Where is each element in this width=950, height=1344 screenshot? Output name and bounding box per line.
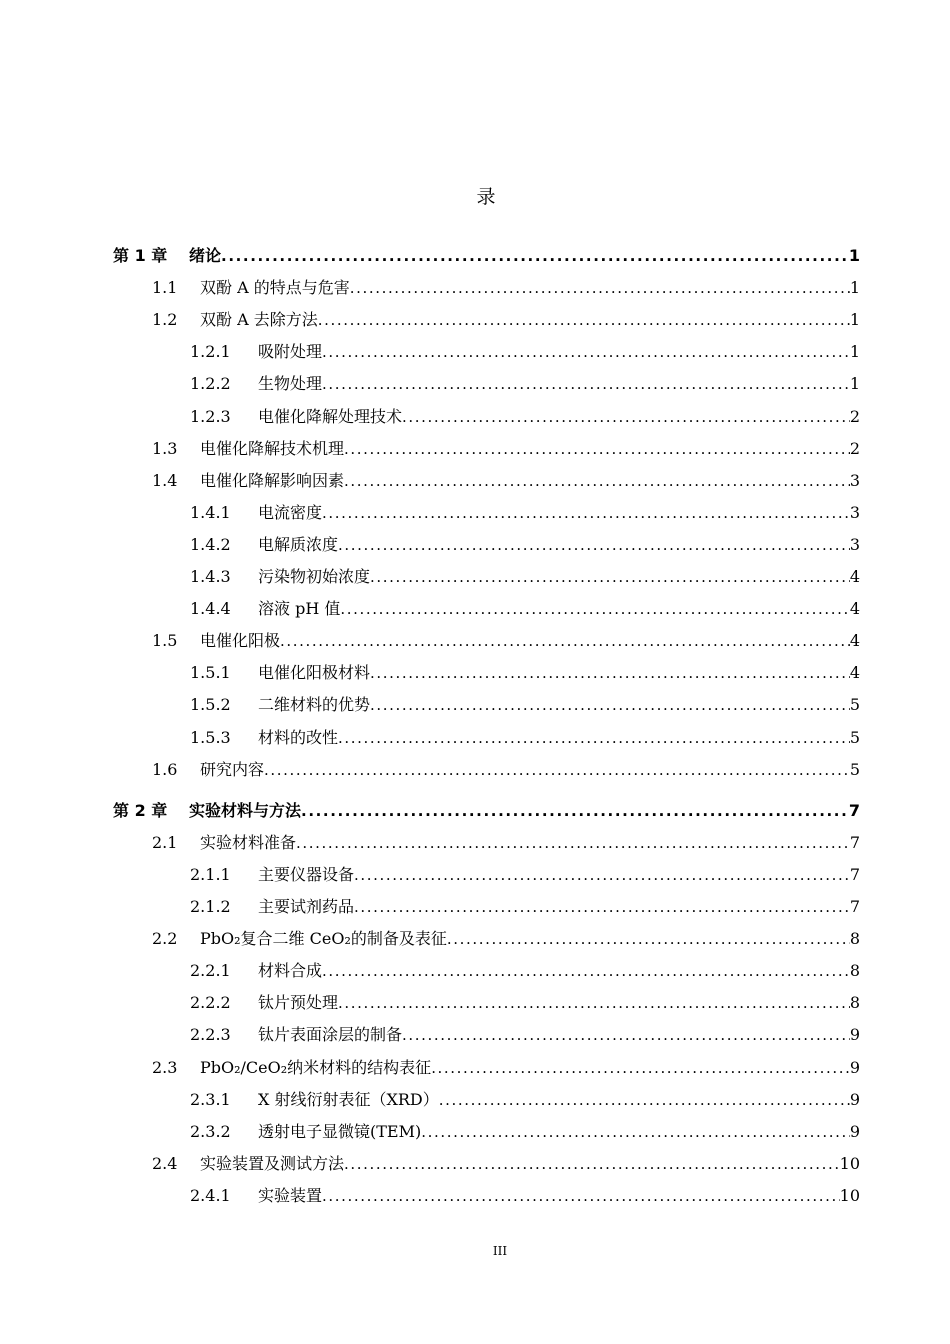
toc-entry[interactable] [190, 405, 860, 429]
toc-entry-page: 3 [849, 502, 860, 522]
toc-entry-number: 1.2.3 [190, 406, 231, 426]
toc-entry-number: 1.2.1 [190, 342, 231, 362]
toc-entry-page: 7 [849, 864, 860, 884]
dot-leader [264, 758, 850, 782]
toc-entry-title: PbO₂/CeO₂纳米材料的结构表征 [200, 1057, 432, 1077]
toc-entry-number: 第 1 章 [113, 246, 168, 265]
dot-leader [322, 501, 850, 525]
toc-entry-title: 电流密度 [258, 502, 323, 522]
toc-entry-page: 4 [849, 631, 860, 651]
toc-entry-title: 实验材料与方法 [189, 800, 302, 820]
toc-entry-number: 1.5 [152, 631, 178, 651]
toc-entry-page: 4 [849, 599, 860, 619]
toc-entry-number: 2.1.1 [190, 864, 231, 884]
toc-entry-page: 8 [849, 961, 860, 981]
toc-entry-title: 研究内容 [200, 759, 265, 779]
toc-entry[interactable] [190, 372, 860, 396]
toc-entry-number: 1.2 [152, 310, 178, 330]
toc-entry[interactable] [152, 831, 860, 855]
toc-entry-number: 2.4.1 [190, 1185, 231, 1205]
toc-entry[interactable] [190, 501, 860, 525]
toc-entry-page: 2 [849, 438, 860, 458]
toc-entry[interactable] [190, 597, 860, 621]
toc-entry-title: 实验装置及测试方法 [200, 1153, 345, 1173]
toc-entry[interactable] [190, 991, 860, 1015]
dot-leader [338, 726, 850, 750]
toc-entry-title: 透射电子显微镜(TEM) [258, 1121, 422, 1141]
toc-entry-page: 7 [849, 832, 860, 852]
dot-leader [280, 629, 850, 653]
toc-entry-number: 1.5.3 [190, 727, 231, 747]
dot-leader [421, 1120, 850, 1144]
toc-entry[interactable] [152, 276, 860, 300]
toc-entry-number: 第 2 章 [113, 800, 168, 820]
dot-leader [344, 469, 850, 493]
toc-entry-number: 2.1.2 [190, 897, 231, 916]
toc-entry-page: 8 [849, 929, 860, 949]
toc-entry-number: 1.5.1 [190, 663, 231, 683]
toc-entry-page: 5 [849, 695, 860, 715]
toc-entry[interactable] [190, 1023, 860, 1047]
toc-entry-page: 8 [849, 993, 860, 1013]
toc-entry-title: X 射线衍射表征（XRD） [258, 1089, 439, 1109]
toc-entry[interactable] [113, 799, 860, 823]
toc-entry-page: 7 [849, 897, 860, 916]
toc-entry-number: 2.3.2 [190, 1121, 231, 1141]
toc-entry-page: 9 [849, 1121, 860, 1141]
dot-leader [322, 1184, 840, 1208]
toc-entry[interactable] [152, 927, 860, 951]
toc-entry-number: 1.1 [152, 278, 178, 298]
toc-entry-number: 1.6 [152, 759, 178, 779]
dot-leader [350, 276, 850, 300]
toc-entry[interactable] [190, 895, 860, 919]
toc-entry-title: 钛片表面涂层的制备 [258, 1025, 403, 1045]
toc-entry[interactable] [190, 959, 860, 983]
dot-leader [296, 831, 850, 855]
toc-entry-number: 2.1 [152, 832, 178, 852]
dot-leader [447, 927, 850, 951]
dot-leader [354, 895, 850, 919]
toc-entry-title: 电催化降解影响因素 [200, 470, 345, 490]
toc-entry-page: 1 [849, 374, 860, 394]
toc-entry-title: 主要试剂药品 [258, 897, 355, 916]
dot-leader [402, 405, 850, 429]
dot-leader [370, 565, 850, 589]
toc-entry[interactable] [152, 308, 860, 332]
toc-entry-number: 2.2.3 [190, 1025, 231, 1045]
dot-leader [431, 1056, 850, 1080]
toc-entry-title: 主要仪器设备 [258, 864, 355, 884]
toc-entry-page: 1 [848, 246, 860, 265]
toc-entry-title: 材料合成 [258, 961, 323, 981]
toc-entry-title: 电催化阳极材料 [258, 663, 371, 683]
toc-entry[interactable] [152, 1056, 860, 1080]
toc-entry-title: 材料的改性 [258, 727, 339, 747]
toc-entry-page: 4 [849, 567, 860, 586]
toc-entry-number: 1.4.3 [190, 567, 231, 586]
toc-entry[interactable] [190, 565, 860, 589]
dot-leader [344, 1152, 840, 1176]
toc-entry[interactable] [113, 244, 860, 268]
toc-entry-title: 电催化降解处理技术 [258, 406, 403, 426]
toc-entry-number: 1.2.2 [190, 374, 231, 394]
toc-entry-page: 4 [849, 663, 860, 683]
toc-entry-number: 1.4.1 [190, 502, 231, 522]
toc-entry-number: 2.3 [152, 1057, 178, 1077]
dot-leader [322, 372, 850, 396]
toc-entry-page: 1 [849, 342, 860, 362]
toc-entry-number: 2.2.2 [190, 993, 231, 1013]
toc-entry[interactable] [190, 863, 860, 887]
toc-entry-title: 实验装置 [258, 1185, 323, 1205]
toc-entry-title: 生物处理 [258, 374, 323, 394]
toc-entry[interactable] [190, 661, 860, 685]
dot-leader [354, 863, 850, 887]
toc-entry[interactable] [152, 437, 860, 461]
toc-title: 录 [476, 186, 496, 208]
toc-entry-number: 2.3.1 [190, 1089, 231, 1109]
toc-entry-page: 10 [839, 1185, 860, 1205]
dot-leader [322, 959, 850, 983]
toc-entry-title: 双酚 A 去除方法 [200, 310, 318, 330]
dot-leader [402, 1023, 850, 1047]
toc-entry-title: 电催化阳极 [200, 631, 281, 651]
toc-entry-title: PbO₂复合二维 CeO₂的制备及表征 [200, 929, 447, 949]
toc-entry-title: 二维材料的优势 [258, 695, 371, 715]
toc-entry-page: 2 [849, 406, 860, 426]
dot-leader [221, 244, 849, 268]
toc-entry-page: 1 [849, 278, 860, 298]
toc-entry[interactable] [190, 1184, 860, 1208]
toc-entry-title: 双酚 A 的特点与危害 [200, 278, 350, 298]
dot-leader [370, 661, 850, 685]
toc-entry[interactable] [190, 1088, 860, 1112]
toc-entry-number: 2.2 [152, 929, 178, 949]
toc-entry[interactable] [152, 629, 860, 653]
toc-entry-number: 1.3 [152, 438, 178, 458]
toc-entry[interactable] [190, 533, 860, 557]
dot-leader [338, 533, 850, 557]
toc-entry[interactable] [190, 726, 860, 750]
toc-entry-title: 电解质浓度 [258, 534, 339, 554]
dot-leader [322, 340, 850, 364]
toc-entry[interactable] [152, 758, 860, 782]
toc-entry-page: 9 [849, 1057, 860, 1077]
toc-entry-title: 吸附处理 [258, 342, 323, 362]
toc-entry-number: 1.4 [152, 470, 178, 490]
dot-leader [340, 597, 849, 621]
toc-entry-number: 1.4.4 [190, 599, 231, 619]
dot-leader [318, 308, 850, 332]
toc-entry-page: 10 [839, 1153, 860, 1173]
toc-entry[interactable] [190, 693, 860, 717]
toc-entry-title: 污染物初始浓度 [258, 567, 371, 586]
toc-entry-page: 5 [849, 759, 860, 779]
toc-entry-page: 5 [849, 727, 860, 747]
dot-leader [344, 437, 850, 461]
toc-entry-number: 1.5.2 [190, 695, 231, 715]
toc-entry-page: 3 [849, 534, 860, 554]
toc-entry[interactable] [152, 469, 860, 493]
toc-entry-number: 1.4.2 [190, 534, 231, 554]
dot-leader [338, 991, 850, 1015]
toc-entry-title: 绪论 [189, 246, 222, 265]
toc-entry[interactable] [152, 1152, 860, 1176]
toc-entry-number: 2.2.1 [190, 961, 231, 981]
toc-entry-title: 电催化降解技术机理 [200, 438, 345, 458]
dot-leader [370, 693, 850, 717]
toc-entry-page: 3 [849, 470, 860, 490]
toc-entry[interactable] [190, 1120, 860, 1144]
toc-entry-page: 7 [848, 800, 860, 820]
toc-entry-title: 实验材料准备 [200, 832, 297, 852]
toc-entry[interactable] [190, 340, 860, 364]
toc-entry-title: 溶液 pH 值 [258, 599, 341, 619]
toc-entry-number: 2.4 [152, 1153, 178, 1173]
toc-entry-page: 9 [849, 1089, 860, 1109]
toc-entry-title: 钛片预处理 [258, 993, 339, 1013]
toc-entry-page: 9 [849, 1025, 860, 1045]
toc-entry-page: 1 [849, 310, 860, 330]
page-number: III [492, 1244, 508, 1258]
dot-leader [301, 799, 849, 823]
dot-leader [439, 1088, 850, 1112]
